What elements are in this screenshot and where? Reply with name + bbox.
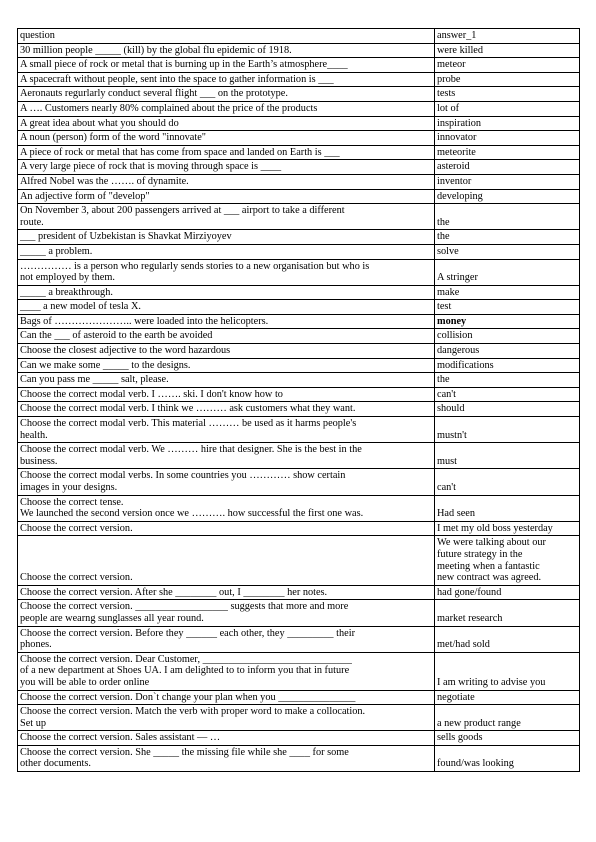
table-row <box>18 521 580 536</box>
answer-cell: a new product range <box>435 705 580 731</box>
table-row <box>18 731 580 746</box>
table-row <box>18 626 580 652</box>
table-row <box>18 417 580 443</box>
question-cell: Can you pass me _____ salt, please. <box>18 373 435 388</box>
question-cell: _____ a problem. <box>18 244 435 259</box>
question-cell: Choose the correct version. Match the verb with proper word to make a collocation. Set up <box>18 705 435 731</box>
answer-cell: sells goods <box>435 731 580 746</box>
table-row <box>18 285 580 300</box>
table-row <box>18 58 580 73</box>
question-cell: Choose the correct version. <box>18 536 435 585</box>
table-row <box>18 43 580 58</box>
answer-cell: negotiate <box>435 690 580 705</box>
answer-cell: modifications <box>435 358 580 373</box>
table-row <box>18 314 580 329</box>
answer-cell: asteroid <box>435 160 580 175</box>
table-row <box>18 358 580 373</box>
table-row <box>18 536 580 585</box>
answer-cell: inventor <box>435 174 580 189</box>
table-row <box>18 259 580 285</box>
question-cell: Choose the correct modal verb. I think we ……… ask customers what they want. <box>18 402 435 417</box>
answer-cell: innovator <box>435 131 580 146</box>
table-row <box>18 116 580 131</box>
question-cell: Choose the correct modal verb. I ……. ski. I don't know how to <box>18 387 435 402</box>
question-cell: A noun (person) form of the word "innovate" <box>18 131 435 146</box>
header-question: question <box>18 29 435 44</box>
answer-cell: should <box>435 402 580 417</box>
answer-cell: solve <box>435 244 580 259</box>
answer-cell: lot of <box>435 101 580 116</box>
answer-cell: the <box>435 204 580 230</box>
answer-cell: Had seen <box>435 495 580 521</box>
question-cell: Choose the correct modal verb. We ……… hire that designer. She is the best in the business. <box>18 443 435 469</box>
table-row <box>18 495 580 521</box>
question-cell: An adjective form of "develop" <box>18 189 435 204</box>
question-cell: Choose the correct modal verbs. In some countries you ………… show certain images in your designs. <box>18 469 435 495</box>
question-cell: ___ president of Uzbekistan is Shavkat Mirziyoyev <box>18 230 435 245</box>
question-cell: Bags of ………………….. were loaded into the helicopters. <box>18 314 435 329</box>
question-cell: ____ a new model of tesla X. <box>18 300 435 315</box>
answer-cell: test <box>435 300 580 315</box>
answer-cell: can't <box>435 387 580 402</box>
table-row <box>18 101 580 116</box>
answer-cell: I met my old boss yesterday <box>435 521 580 536</box>
answer-cell: tests <box>435 87 580 102</box>
answer-cell: A stringer <box>435 259 580 285</box>
question-cell: A small piece of rock or metal that is burning up in the Earth’s atmosphere____ <box>18 58 435 73</box>
question-cell: Choose the correct version. Before they ______ each other, they _________ their phones. <box>18 626 435 652</box>
question-cell: A piece of rock or metal that has come from space and landed on Earth is ___ <box>18 145 435 160</box>
question-cell: Choose the correct version. She _____ the missing file while she ____ for some other documents. <box>18 745 435 771</box>
table-row <box>18 387 580 402</box>
question-cell: Choose the correct version. Don`t change your plan when you _______________ <box>18 690 435 705</box>
answer-cell: market research <box>435 600 580 626</box>
answer-cell: meteorite <box>435 145 580 160</box>
question-cell: A great idea about what you should do <box>18 116 435 131</box>
table-row <box>18 244 580 259</box>
question-cell: …………… is a person who regularly sends stories to a new organisation but who is not employed by them. <box>18 259 435 285</box>
table-row <box>18 160 580 175</box>
answer-cell: the <box>435 373 580 388</box>
question-cell: Choose the correct version. Sales assistant — … <box>18 731 435 746</box>
table-row <box>18 469 580 495</box>
question-cell: Alfred Nobel was the ……. of dynamite. <box>18 174 435 189</box>
question-cell: Choose the correct version. Dear Customer, _____________________________ of a new department at Shoes UA. I am delighted to to inform you that in future you will be able to order online <box>18 652 435 690</box>
answer-cell: can't <box>435 469 580 495</box>
answer-cell: We were talking about our future strategy in the meeting when a fantastic new contract was agreed. <box>435 536 580 585</box>
header-answer: answer_1 <box>435 29 580 44</box>
question-cell: Choose the correct version. __________________ suggests that more and more people are wearng sunglasses all year round. <box>18 600 435 626</box>
question-cell: A very large piece of rock that is moving through space is ____ <box>18 160 435 175</box>
table-row <box>18 745 580 771</box>
qa-table <box>17 28 580 772</box>
table-row <box>18 72 580 87</box>
answer-cell: probe <box>435 72 580 87</box>
answer-cell: inspiration <box>435 116 580 131</box>
question-cell: Choose the correct version. <box>18 521 435 536</box>
header-row <box>18 29 580 44</box>
table-row <box>18 402 580 417</box>
answer-cell: had gone/found <box>435 585 580 600</box>
table-row <box>18 174 580 189</box>
answer-cell: dangerous <box>435 344 580 359</box>
table-row <box>18 204 580 230</box>
table-row <box>18 705 580 731</box>
table-row <box>18 585 580 600</box>
question-cell: Can the ___ of asteroid to the earth be avoided <box>18 329 435 344</box>
answer-cell: were killed <box>435 43 580 58</box>
table-row <box>18 230 580 245</box>
answer-cell: met/had sold <box>435 626 580 652</box>
table-row <box>18 652 580 690</box>
table-row <box>18 600 580 626</box>
question-cell: 30 million people _____ (kill) by the global flu epidemic of 1918. <box>18 43 435 58</box>
question-cell: A …. Customers nearly 80% complained about the price of the products <box>18 101 435 116</box>
question-cell: Choose the correct modal verb. This material ……… be used as it harms people's health. <box>18 417 435 443</box>
table-row <box>18 443 580 469</box>
answer-cell: found/was looking <box>435 745 580 771</box>
question-cell: Choose the correct version. After she ________ out, I ________ her notes. <box>18 585 435 600</box>
answer-cell: I am writing to advise you <box>435 652 580 690</box>
answer-cell: make <box>435 285 580 300</box>
table-row <box>18 131 580 146</box>
question-cell: Choose the correct tense. We launched the second version once we ………. how successful the first one was. <box>18 495 435 521</box>
table-row <box>18 373 580 388</box>
answer-cell: mustn't <box>435 417 580 443</box>
question-cell: _____ a breakthrough. <box>18 285 435 300</box>
answer-cell: money <box>435 314 580 329</box>
answer-cell: must <box>435 443 580 469</box>
answer-cell: the <box>435 230 580 245</box>
table-row <box>18 344 580 359</box>
answer-cell: developing <box>435 189 580 204</box>
question-cell: A spacecraft without people, sent into the space to gather information is ___ <box>18 72 435 87</box>
answer-cell: meteor <box>435 58 580 73</box>
question-cell: Aeronauts regurlarly conduct several flight ___ on the prototype. <box>18 87 435 102</box>
question-cell: On November 3, about 200 passengers arrived at ___ airport to take a different route. <box>18 204 435 230</box>
table-row <box>18 300 580 315</box>
table-row <box>18 189 580 204</box>
question-cell: Choose the closest adjective to the word hazardous <box>18 344 435 359</box>
table-row <box>18 690 580 705</box>
table-row <box>18 87 580 102</box>
answer-cell: collision <box>435 329 580 344</box>
question-cell: Can we make some _____ to the designs. <box>18 358 435 373</box>
table-row <box>18 145 580 160</box>
table-row <box>18 329 580 344</box>
